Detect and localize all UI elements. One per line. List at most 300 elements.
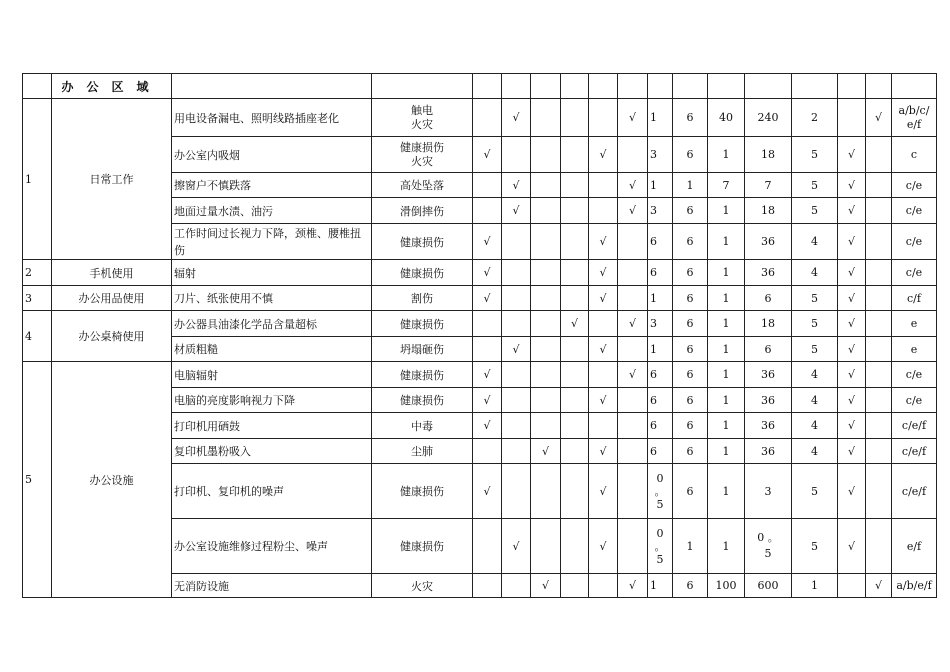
consequence-cell	[372, 137, 473, 173]
factor-cell	[561, 286, 589, 311]
hazard-cell: 办公室设施维修过程粉尘、噪声	[172, 519, 372, 574]
header-cell	[172, 74, 372, 99]
c-value: 1	[708, 413, 745, 439]
factor-cell	[561, 173, 589, 198]
factor-cell	[502, 311, 531, 337]
group-number: 4	[23, 311, 52, 362]
check-mark: √	[531, 439, 561, 464]
consequence-cell	[372, 99, 473, 137]
d-value: 18	[745, 311, 792, 337]
check-mark: √	[473, 260, 502, 286]
factor-cell	[618, 137, 648, 173]
factor-cell	[618, 388, 648, 413]
check-mark: √	[589, 464, 618, 519]
factor-cell	[531, 337, 561, 362]
hazard-cell: 辐射	[172, 260, 372, 286]
check-mark: √	[473, 362, 502, 388]
factor-cell	[502, 413, 531, 439]
check-mark: √	[589, 337, 618, 362]
factor-cell	[589, 173, 618, 198]
check-mark: √	[866, 99, 892, 137]
header-cell	[561, 74, 589, 99]
factor-cell	[531, 137, 561, 173]
group-number: 3	[23, 286, 52, 311]
control-cell	[838, 574, 866, 598]
consequence-line: 火灾	[411, 117, 433, 131]
measures-line: a/b/c/	[898, 103, 930, 117]
l-value-part: 0	[656, 526, 664, 540]
check-mark: √	[866, 574, 892, 598]
group-activity: 手机使用	[52, 260, 172, 286]
measures-line: e/f	[906, 117, 922, 131]
risk-level: 5	[792, 173, 838, 198]
factor-cell	[531, 311, 561, 337]
l-value: 1	[648, 337, 673, 362]
measures-cell: c	[892, 137, 937, 173]
factor-cell	[473, 311, 502, 337]
check-mark: √	[838, 286, 866, 311]
hazard-cell: 办公室内吸烟	[172, 137, 372, 173]
l-value: 6	[648, 439, 673, 464]
e-value: 6	[673, 388, 708, 413]
group-activity: 办公设施	[52, 362, 172, 598]
risk-level: 4	[792, 224, 838, 260]
header-cell	[473, 74, 502, 99]
control-cell	[866, 362, 892, 388]
check-mark: √	[838, 337, 866, 362]
l-value: 6	[648, 388, 673, 413]
measures-cell: c/e/f	[892, 413, 937, 439]
measures-cell: e	[892, 311, 937, 337]
risk-level: 5	[792, 198, 838, 224]
hazard-cell: 打印机用硒鼓	[172, 413, 372, 439]
header-cell	[589, 74, 618, 99]
header-cell	[502, 74, 531, 99]
table-row	[23, 362, 937, 388]
group-number: 2	[23, 260, 52, 286]
area-title: 办公区域	[52, 74, 172, 99]
factor-cell	[618, 464, 648, 519]
d-value: 36	[745, 260, 792, 286]
control-cell	[838, 99, 866, 137]
factor-cell	[589, 574, 618, 598]
risk-level: 4	[792, 413, 838, 439]
factor-cell	[618, 260, 648, 286]
factor-cell	[531, 362, 561, 388]
group-number: 1	[23, 99, 52, 260]
check-mark: √	[589, 388, 618, 413]
d-value: 7	[745, 173, 792, 198]
check-mark: √	[838, 311, 866, 337]
control-cell	[866, 260, 892, 286]
c-value: 1	[708, 224, 745, 260]
d-value: 600	[745, 574, 792, 598]
factor-cell	[502, 260, 531, 286]
l-value: 1	[648, 286, 673, 311]
header-cell	[372, 74, 473, 99]
check-mark: √	[838, 388, 866, 413]
e-value: 6	[673, 198, 708, 224]
c-value: 100	[708, 574, 745, 598]
check-mark: √	[502, 99, 531, 137]
factor-cell	[561, 260, 589, 286]
consequence-cell: 健康损伤	[372, 464, 473, 519]
risk-level: 4	[792, 362, 838, 388]
consequence-cell: 尘肺	[372, 439, 473, 464]
l-value-part: 5	[656, 497, 664, 511]
control-cell	[866, 173, 892, 198]
header-cell	[648, 74, 673, 99]
control-cell	[866, 224, 892, 260]
consequence-cell: 健康损伤	[372, 388, 473, 413]
header-cell	[23, 74, 52, 99]
d-value	[745, 519, 792, 574]
c-value: 1	[708, 198, 745, 224]
check-mark: √	[531, 574, 561, 598]
hazard-cell: 地面过量水渍、油污	[172, 198, 372, 224]
consequence-cell: 割伤	[372, 286, 473, 311]
factor-cell	[561, 337, 589, 362]
c-value: 1	[708, 260, 745, 286]
check-mark: √	[473, 413, 502, 439]
check-mark: √	[838, 260, 866, 286]
factor-cell	[473, 337, 502, 362]
factor-cell	[561, 439, 589, 464]
consequence-cell: 高处坠落	[372, 173, 473, 198]
factor-cell	[502, 137, 531, 173]
hazard-cell: 材质粗糙	[172, 337, 372, 362]
factor-cell	[531, 464, 561, 519]
check-mark: √	[473, 286, 502, 311]
e-value: 6	[673, 99, 708, 137]
risk-level: 5	[792, 337, 838, 362]
d-value-part: 5	[764, 547, 772, 560]
factor-cell	[561, 519, 589, 574]
factor-cell	[561, 198, 589, 224]
check-mark: √	[473, 224, 502, 260]
header-row	[23, 74, 937, 99]
l-value: 6	[648, 224, 673, 260]
factor-cell	[589, 362, 618, 388]
factor-cell	[618, 337, 648, 362]
c-value: 1	[708, 439, 745, 464]
control-cell	[866, 464, 892, 519]
c-value: 7	[708, 173, 745, 198]
header-cell	[618, 74, 648, 99]
c-value: 1	[708, 464, 745, 519]
d-value: 6	[745, 286, 792, 311]
e-value: 6	[673, 574, 708, 598]
consequence-cell: 中毒	[372, 413, 473, 439]
factor-cell	[618, 286, 648, 311]
hazard-cell: 用电设备漏电、照明线路插座老化	[172, 99, 372, 137]
e-value: 6	[673, 362, 708, 388]
c-value: 1	[708, 137, 745, 173]
d-value: 240	[745, 99, 792, 137]
header-cell	[866, 74, 892, 99]
check-mark: √	[618, 574, 648, 598]
measures-cell: c/f	[892, 286, 937, 311]
e-value: 6	[673, 224, 708, 260]
check-mark: √	[618, 362, 648, 388]
risk-level: 5	[792, 464, 838, 519]
consequence-line: 火灾	[411, 154, 433, 168]
check-mark: √	[473, 388, 502, 413]
consequence-line: 健康损伤	[400, 140, 444, 154]
consequence-cell: 健康损伤	[372, 519, 473, 574]
table-row	[23, 260, 937, 286]
l-value	[648, 519, 673, 574]
check-mark: √	[589, 260, 618, 286]
l-value: 6	[648, 413, 673, 439]
consequence-cell: 火灾	[372, 574, 473, 598]
e-value: 6	[673, 439, 708, 464]
hazard-cell: 打印机、复印机的噪声	[172, 464, 372, 519]
factor-cell	[589, 198, 618, 224]
e-value: 6	[673, 286, 708, 311]
header-cell	[673, 74, 708, 99]
check-mark: √	[589, 224, 618, 260]
measures-cell: a/b/e/f	[892, 574, 937, 598]
risk-level: 5	[792, 137, 838, 173]
control-cell	[866, 137, 892, 173]
measures-cell	[892, 99, 937, 137]
measures-cell: c/e/f	[892, 464, 937, 519]
check-mark: √	[838, 362, 866, 388]
c-value: 1	[708, 286, 745, 311]
e-value: 1	[673, 173, 708, 198]
hazard-cell: 工作时间过长视力下降，颈椎、腰椎扭伤	[172, 224, 372, 260]
factor-cell	[561, 388, 589, 413]
factor-cell	[473, 519, 502, 574]
check-mark: √	[838, 224, 866, 260]
factor-cell	[618, 224, 648, 260]
factor-cell	[473, 439, 502, 464]
check-mark: √	[838, 464, 866, 519]
control-cell	[866, 413, 892, 439]
l-value	[648, 464, 673, 519]
factor-cell	[531, 260, 561, 286]
check-mark: √	[502, 173, 531, 198]
check-mark: √	[561, 311, 589, 337]
factor-cell	[618, 519, 648, 574]
hazard-cell: 刀片、纸张使用不慎	[172, 286, 372, 311]
consequence-cell: 坍塌砸伤	[372, 337, 473, 362]
d-value: 36	[745, 224, 792, 260]
control-cell	[866, 286, 892, 311]
hazard-cell: 复印机墨粉吸入	[172, 439, 372, 464]
check-mark: √	[618, 173, 648, 198]
factor-cell	[502, 388, 531, 413]
consequence-cell: 健康损伤	[372, 260, 473, 286]
check-mark: √	[589, 137, 618, 173]
measures-cell: c/e	[892, 224, 937, 260]
check-mark: √	[838, 198, 866, 224]
risk-level: 1	[792, 574, 838, 598]
d-value: 36	[745, 413, 792, 439]
risk-level: 2	[792, 99, 838, 137]
l-value: 1	[648, 173, 673, 198]
factor-cell	[531, 99, 561, 137]
measures-cell: c/e	[892, 198, 937, 224]
factor-cell	[531, 519, 561, 574]
control-cell	[866, 337, 892, 362]
e-value: 6	[673, 260, 708, 286]
hazard-cell: 无消防设施	[172, 574, 372, 598]
l-value: 3	[648, 137, 673, 173]
d-value: 36	[745, 362, 792, 388]
d-value-part: 0 。	[757, 531, 779, 544]
table-row	[23, 286, 937, 311]
consequence-cell: 健康损伤	[372, 224, 473, 260]
hazard-cell: 办公器具油漆化学品含量超标	[172, 311, 372, 337]
check-mark: √	[502, 198, 531, 224]
control-cell	[866, 388, 892, 413]
factor-cell	[531, 388, 561, 413]
factor-cell	[561, 464, 589, 519]
check-mark: √	[473, 464, 502, 519]
l-value: 1	[648, 99, 673, 137]
check-mark: √	[502, 519, 531, 574]
c-value: 1	[708, 362, 745, 388]
factor-cell	[502, 286, 531, 311]
group-activity: 日常工作	[52, 99, 172, 260]
c-value: 1	[708, 519, 745, 574]
risk-level: 5	[792, 311, 838, 337]
check-mark: √	[838, 173, 866, 198]
header-cell	[792, 74, 838, 99]
check-mark: √	[618, 311, 648, 337]
l-value: 3	[648, 198, 673, 224]
risk-level: 5	[792, 286, 838, 311]
d-value: 36	[745, 439, 792, 464]
c-value: 1	[708, 337, 745, 362]
c-value: 1	[708, 388, 745, 413]
hazard-cell: 电脑的亮度影响视力下降	[172, 388, 372, 413]
control-cell	[866, 519, 892, 574]
check-mark: √	[618, 99, 648, 137]
l-value-part: 。	[654, 484, 666, 498]
consequence-cell: 滑倒摔伤	[372, 198, 473, 224]
check-mark: √	[838, 137, 866, 173]
factor-cell	[473, 198, 502, 224]
d-value: 18	[745, 198, 792, 224]
measures-cell: c/e	[892, 260, 937, 286]
header-cell	[838, 74, 866, 99]
check-mark: √	[618, 198, 648, 224]
group-activity: 办公桌椅使用	[52, 311, 172, 362]
measures-cell: c/e	[892, 173, 937, 198]
factor-cell	[531, 198, 561, 224]
control-cell	[866, 311, 892, 337]
d-value: 6	[745, 337, 792, 362]
hazard-cell: 电脑辐射	[172, 362, 372, 388]
factor-cell	[531, 224, 561, 260]
factor-cell	[531, 413, 561, 439]
d-value: 36	[745, 388, 792, 413]
group-number: 5	[23, 362, 52, 598]
measures-cell: e	[892, 337, 937, 362]
l-value: 6	[648, 260, 673, 286]
check-mark: √	[838, 439, 866, 464]
control-cell	[866, 198, 892, 224]
factor-cell	[473, 173, 502, 198]
l-value-part: 。	[654, 539, 666, 553]
factor-cell	[589, 311, 618, 337]
factor-cell	[473, 99, 502, 137]
risk-level: 4	[792, 388, 838, 413]
group-activity: 办公用品使用	[52, 286, 172, 311]
consequence-cell: 健康损伤	[372, 311, 473, 337]
c-value: 1	[708, 311, 745, 337]
e-value: 6	[673, 413, 708, 439]
check-mark: √	[502, 337, 531, 362]
check-mark: √	[473, 137, 502, 173]
factor-cell	[561, 99, 589, 137]
factor-cell	[561, 224, 589, 260]
d-value: 3	[745, 464, 792, 519]
factor-cell	[531, 286, 561, 311]
measures-cell: c/e	[892, 362, 937, 388]
check-mark: √	[589, 286, 618, 311]
factor-cell	[531, 173, 561, 198]
consequence-line: 触电	[411, 103, 433, 117]
e-value: 6	[673, 464, 708, 519]
l-value-part: 0	[656, 471, 664, 485]
control-cell	[866, 439, 892, 464]
hazard-cell: 擦窗户不慎跌落	[172, 173, 372, 198]
e-value: 6	[673, 311, 708, 337]
l-value-part: 5	[656, 552, 664, 566]
e-value: 6	[673, 137, 708, 173]
e-value: 6	[673, 337, 708, 362]
l-value: 1	[648, 574, 673, 598]
l-value: 6	[648, 362, 673, 388]
d-value: 18	[745, 137, 792, 173]
table-row	[23, 311, 937, 337]
check-mark: √	[838, 413, 866, 439]
factor-cell	[502, 362, 531, 388]
factor-cell	[561, 137, 589, 173]
factor-cell	[618, 439, 648, 464]
header-cell	[531, 74, 561, 99]
factor-cell	[502, 574, 531, 598]
factor-cell	[561, 362, 589, 388]
consequence-cell: 健康损伤	[372, 362, 473, 388]
factor-cell	[502, 439, 531, 464]
c-value: 40	[708, 99, 745, 137]
table-row	[23, 99, 937, 137]
risk-level: 4	[792, 439, 838, 464]
measures-cell: e/f	[892, 519, 937, 574]
factor-cell	[502, 464, 531, 519]
header-cell	[892, 74, 937, 99]
risk-assessment-table	[22, 73, 937, 598]
check-mark: √	[589, 439, 618, 464]
check-mark: √	[838, 519, 866, 574]
factor-cell	[561, 413, 589, 439]
factor-cell	[502, 224, 531, 260]
check-mark: √	[589, 519, 618, 574]
factor-cell	[589, 413, 618, 439]
header-cell	[708, 74, 745, 99]
l-value: 3	[648, 311, 673, 337]
e-value: 1	[673, 519, 708, 574]
risk-level: 4	[792, 260, 838, 286]
factor-cell	[561, 574, 589, 598]
risk-level: 5	[792, 519, 838, 574]
factor-cell	[618, 413, 648, 439]
